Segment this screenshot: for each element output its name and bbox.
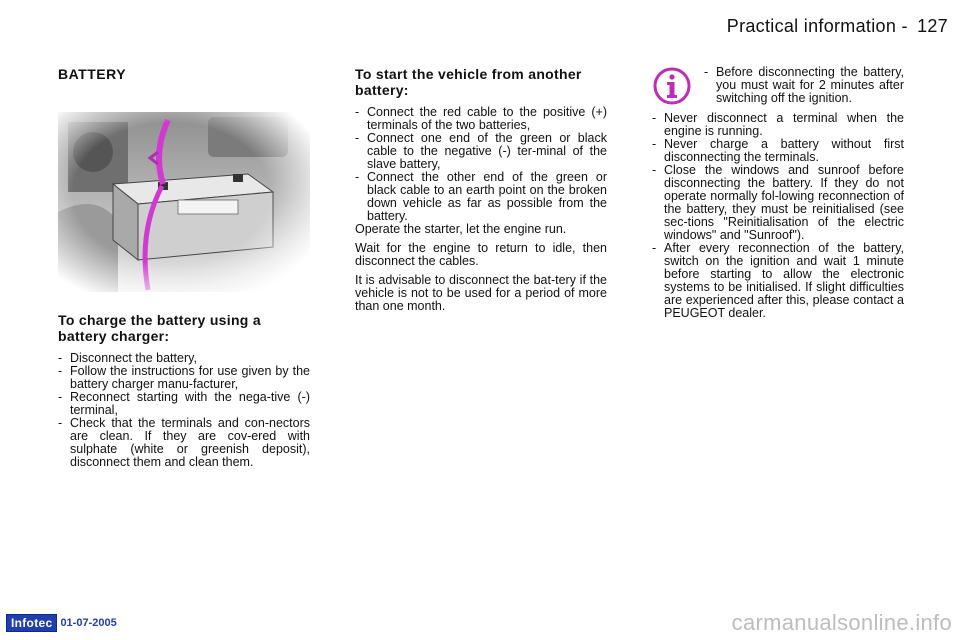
jumpstart-subheading: To start the vehicle from another battery: (355, 66, 582, 98)
list-item: - Close the windows and sunroof before disconnecting the battery. If they do not operate normally fol-lowing reconnection of the battery, they must be reinitialised (see sec-tions "Reinitialisation of the electric windows" and "Sunroof"). (652, 164, 904, 242)
page-number: 127 (917, 16, 948, 36)
right-column (652, 66, 904, 320)
jumpstart-steps (355, 106, 607, 223)
paragraph: Wait for the engine to return to idle, then disconnect the cables. (355, 241, 607, 268)
page-header (727, 16, 948, 37)
list-item: - Never charge a battery without first disconnecting the terminals. (652, 138, 904, 164)
list-item: - Before disconnecting the battery, you must wait for 2 minutes after switching off the ignition. (704, 66, 904, 105)
page-title: Practical information (726, 16, 897, 36)
charger-steps (58, 352, 310, 469)
info-box (652, 66, 904, 106)
battery-illustration (58, 112, 310, 292)
list-item: - Follow the instructions for use given by the battery charger manu-facturer, (58, 365, 310, 391)
list-item: - Connect the other end of the green or black cable to an earth point on the broken down vehicle as far as possible from the battery. (355, 171, 607, 223)
list-item: - After every reconnection of the battery, switch on the ignition and wait 1 minute before starting to allow the electronic systems to be initialised. If slight difficulties are experienced after this, please contact a PEUGEOT dealer. (652, 242, 904, 320)
battery-photo (58, 112, 310, 292)
paragraph: It is advisable to disconnect the bat-tery if the vehicle is not to be used for a period of more than one month. (355, 273, 607, 313)
list-item: - Disconnect the battery, (58, 352, 310, 365)
charger-section (58, 312, 310, 469)
section-title: BATTERY (58, 66, 127, 82)
list-item: - Connect the red cable to the positive (+) terminals of the two batteries, (355, 106, 607, 132)
middle-column (355, 66, 607, 319)
warning-list (652, 112, 904, 320)
footer-date: 01-07-2005 (60, 617, 117, 629)
list-item: - Reconnect starting with the nega-tive (-) terminal, (58, 391, 310, 417)
list-item: - Connect one end of the green or black cable to the negative (-) ter-minal of the slave battery, (355, 132, 607, 171)
footer (6, 614, 117, 632)
info-list (704, 66, 904, 105)
watermark: carmanualsonline.info (731, 610, 952, 635)
info-icon (652, 66, 692, 106)
page-title-separator: - (901, 16, 908, 36)
infotec-logo: Infotec (6, 614, 57, 632)
charger-subheading: To charge the battery using a battery charger: (58, 312, 261, 344)
paragraph: Operate the starter, let the engine run. (355, 222, 567, 236)
list-item: - Check that the terminals and con-nectors are clean. If they are cov-ered with sulphate (white or greenish deposit), disconnect them and clean them. (58, 417, 310, 469)
list-item: - Never disconnect a terminal when the engine is running. (652, 112, 904, 138)
left-column (58, 66, 310, 82)
